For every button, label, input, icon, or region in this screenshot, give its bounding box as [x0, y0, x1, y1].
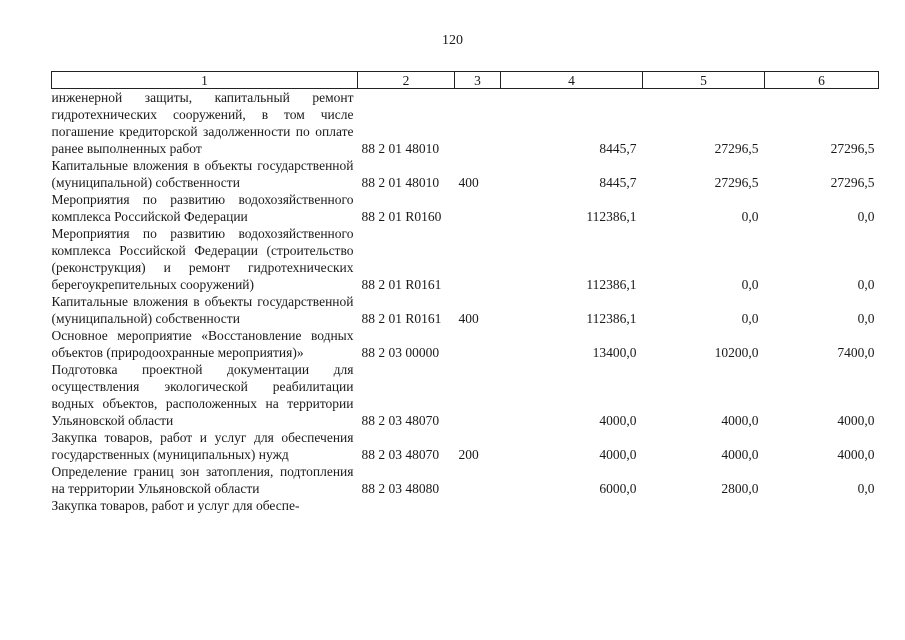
- row-code: 88 2 01 48010: [361, 175, 440, 190]
- row-expense-type: 400: [458, 175, 479, 190]
- page-number: 120: [442, 33, 463, 48]
- row-value-1: 112386,1: [586, 277, 637, 292]
- row-value-2: 10200,0: [714, 345, 759, 360]
- row-value-2: 4000,0: [721, 413, 759, 428]
- row-expense-type: [455, 463, 501, 497]
- row-value-1: 13400,0: [592, 345, 637, 360]
- row-value-2: 2800,0: [721, 481, 759, 496]
- row-description: Капитальные вложения в объекты государственной (муниципальной) собственности: [51, 294, 354, 326]
- row-code: [358, 497, 455, 514]
- row-value-1: 112386,1: [586, 209, 637, 224]
- row-value-3: 7400,0: [837, 345, 875, 360]
- row-code: 88 2 03 48080: [361, 481, 440, 496]
- row-value-3: 27296,5: [830, 141, 875, 156]
- row-value-1: 112386,1: [586, 311, 637, 326]
- row-expense-type: [455, 89, 501, 158]
- row-expense-type: [455, 327, 501, 361]
- row-value-3: 0,0: [857, 481, 875, 496]
- row-expense-type: [455, 191, 501, 225]
- row-expense-type: [455, 361, 501, 429]
- table-row: [52, 157, 879, 191]
- row-value-3: 27296,5: [830, 175, 875, 190]
- row-code: 88 2 01 R0161: [361, 311, 442, 326]
- row-value-1: [501, 497, 643, 514]
- table-row: [52, 497, 879, 514]
- row-value-1: 4000,0: [599, 447, 637, 462]
- row-code: 88 2 01 R0161: [361, 277, 442, 292]
- header-col-6: 6: [765, 72, 879, 89]
- row-description: Мероприятия по развитию водохозяйственного комплекса Российской Федерации (строительство (реконструкция) и ремонт гидротехнических берегоукрепительных сооружений): [51, 226, 354, 292]
- row-code: 88 2 01 48010: [361, 141, 440, 156]
- row-value-3: 0,0: [857, 277, 875, 292]
- row-value-2: [643, 497, 765, 514]
- row-description: инженерной защиты, капитальный ремонт гидротехнических сооружений, в том числе погашение кредиторской задолженности по оплате ранее выполненных работ: [51, 90, 354, 156]
- budget-table: [51, 71, 879, 514]
- row-value-3: [765, 497, 879, 514]
- row-value-1: 8445,7: [599, 175, 637, 190]
- table-row: [52, 293, 879, 327]
- row-value-1: 6000,0: [599, 481, 637, 496]
- header-row: [52, 72, 879, 89]
- row-expense-type: [455, 497, 501, 514]
- table-header: [52, 72, 879, 89]
- row-description: Основное мероприятие «Восстановление водных объектов (природоохранные мероприятия)»: [51, 328, 354, 360]
- row-value-2: 27296,5: [714, 141, 759, 156]
- row-code: 88 2 03 48070: [361, 447, 440, 462]
- table-row: [52, 327, 879, 361]
- row-value-2: 27296,5: [714, 175, 759, 190]
- header-col-1: 1: [52, 72, 358, 89]
- row-value-3: 4000,0: [837, 413, 875, 428]
- row-description: Подготовка проектной документации для осуществления экологической реабилитации водных объектов, расположенных на территории Ульяновской области: [51, 362, 354, 428]
- table-row: [52, 89, 879, 158]
- row-description: Определение границ зон затопления, подтопления на территории Ульяновской области: [51, 464, 354, 496]
- row-value-2: 0,0: [741, 277, 759, 292]
- row-code: 88 2 01 R0160: [361, 209, 442, 224]
- row-code: 88 2 03 48070: [361, 413, 440, 428]
- table-row: [52, 463, 879, 497]
- table-row: [52, 361, 879, 429]
- row-value-2: 4000,0: [721, 447, 759, 462]
- row-expense-type: 400: [458, 311, 479, 326]
- row-description: Закупка товаров, работ и услуг для обеспе-: [51, 498, 300, 513]
- table-row: [52, 429, 879, 463]
- table-body: [52, 89, 879, 515]
- row-description: Закупка товаров, работ и услуг для обеспечения государственных (муниципальных) нужд: [51, 430, 354, 462]
- table-row: [52, 225, 879, 293]
- row-value-3: 0,0: [857, 209, 875, 224]
- row-description: Капитальные вложения в объекты государственной (муниципальной) собственности: [51, 158, 354, 190]
- table-row: [52, 191, 879, 225]
- header-col-5: 5: [643, 72, 765, 89]
- row-value-3: 0,0: [857, 311, 875, 326]
- row-code: 88 2 03 00000: [361, 345, 440, 360]
- row-value-1: 4000,0: [599, 413, 637, 428]
- row-expense-type: [455, 225, 501, 293]
- header-col-4: 4: [501, 72, 643, 89]
- row-value-2: 0,0: [741, 209, 759, 224]
- header-col-2: 2: [358, 72, 455, 89]
- row-value-2: 0,0: [741, 311, 759, 326]
- row-expense-type: 200: [458, 447, 479, 462]
- header-col-3: 3: [455, 72, 501, 89]
- row-value-3: 4000,0: [837, 447, 875, 462]
- row-description: Мероприятия по развитию водохозяйственного комплекса Российской Федерации: [51, 192, 354, 224]
- row-value-1: 8445,7: [599, 141, 637, 156]
